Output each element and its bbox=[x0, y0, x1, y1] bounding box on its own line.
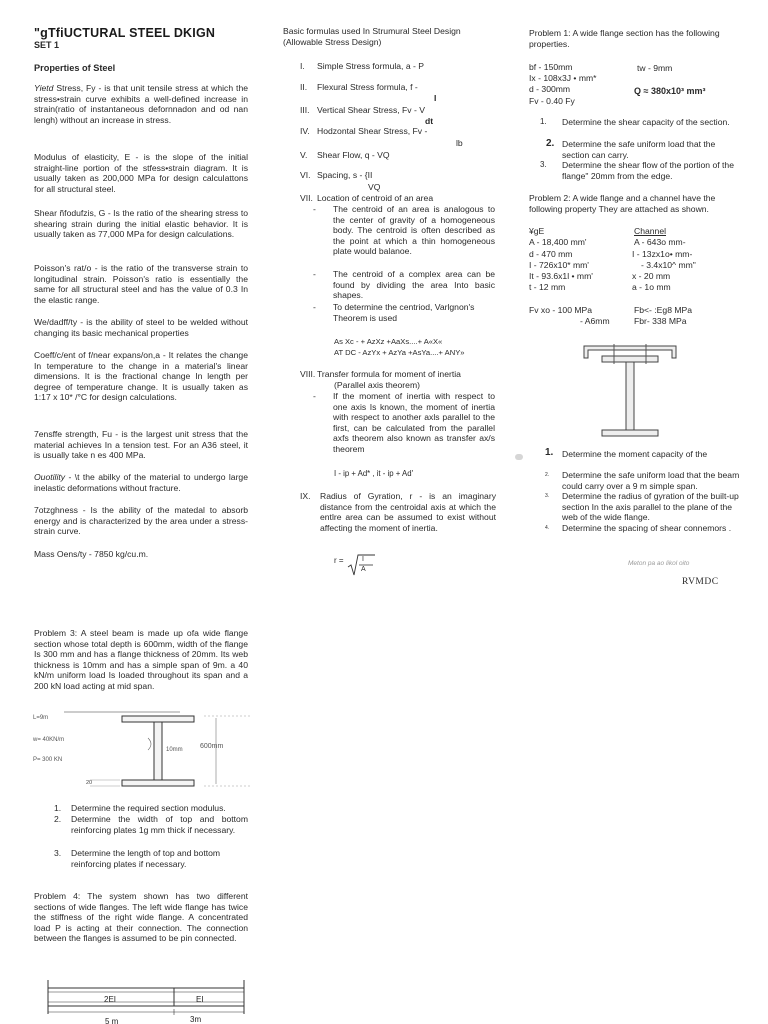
shear-modulus-definition: Shear ñfodufzis, G - Is the ratio of the shearing stress to shearing strain during the initial elastic behavior. It is usually taken as 77,000 MPa for design calculations. bbox=[34, 208, 248, 240]
formula-item bbox=[300, 82, 500, 93]
item-text: Determine the safe uniform load that the beam could carry over a 9 m simple span. bbox=[562, 470, 740, 491]
item-number: 1. bbox=[54, 803, 62, 813]
formula-denominator: I bbox=[434, 93, 437, 103]
parallel-axis-equation: I - ip + Ad* , it - ip + Ad' bbox=[334, 469, 414, 478]
ductility-definition bbox=[34, 472, 248, 493]
fraction-denominator: A bbox=[361, 566, 366, 573]
toughness-definition: 7otzghness - Is the ability of the matedal to absorb energy and is characterized by the area under a stress-strain curve. bbox=[34, 505, 248, 537]
radius-symbol: r = bbox=[334, 556, 344, 565]
list-item bbox=[540, 523, 740, 534]
span-label: L=9m bbox=[33, 715, 49, 721]
property-line: x - 20 mm bbox=[632, 271, 671, 281]
handwritten-note: Meton pa ao likol oito bbox=[628, 560, 690, 567]
bullet-text: The centroid of a complex area can be found by dividing the area Into basic shapes. bbox=[333, 269, 495, 301]
property-line: Ix - 108x3J • mm* bbox=[529, 73, 597, 83]
point-load-label: P= 300 KN bbox=[33, 757, 63, 763]
list-item bbox=[54, 848, 248, 869]
list-item bbox=[540, 449, 740, 460]
property-line: I - 726x10* mm' bbox=[529, 260, 589, 270]
property-line: Fv - 0.40 Fy bbox=[529, 96, 575, 106]
section-heading: Properties of Steel bbox=[34, 63, 116, 73]
property-line: - 3.4x10^ mm" bbox=[641, 260, 696, 270]
formula-denominator: VQ bbox=[368, 182, 381, 192]
definition-text: Stress, Fy - is that unit tensile stress at which the stress•strain curve exhibits a well-defined increase in strain(ratio of instantaneous defornnadon and od nan lengh) without an increase in stress. bbox=[34, 83, 248, 125]
item-text: Determine the moment capacity of the bbox=[562, 449, 708, 459]
table-header-channel: Channel bbox=[634, 226, 667, 236]
problem-2-heading: Problem 2: A wide flange and a channel have the following property They are attached as shown. bbox=[529, 193, 716, 214]
item-text: Spacing, s - {II bbox=[317, 170, 373, 180]
tensile-strength-definition: 7ensffe strength, Fu - is the largest unit stress that the material achieves In a tension test. For an A36 steel, it is usually take n es 400 MPa. bbox=[34, 429, 248, 461]
item-number: VIII. bbox=[300, 369, 316, 379]
item-number: 3. bbox=[54, 848, 62, 858]
poisson-ratio-definition: Poisson's rat/o - is the ratio of the transverse strain to longitudinal strain. Poisson's ratio is essentially the same for all structural steel and has the value of 0.3 In the elastic range. bbox=[34, 263, 248, 305]
property-line: bf - 150mm bbox=[529, 62, 573, 72]
property-line: Q ≈ 380x10³ mm³ bbox=[634, 86, 706, 96]
problem-3-beam-diagram bbox=[30, 708, 252, 800]
property-line: d - 300mm bbox=[529, 84, 571, 94]
list-item bbox=[54, 814, 248, 835]
thermal-expansion-definition: Coeff/c/ent of f/near expans/on,a - It relates the change In temperature to the change in a material's linear dimensions. It is the fractional change In length per degree of temperature change. It is usually taken as 1:17 x 10* /°C for design calculations. bbox=[34, 350, 248, 403]
problem-4-frame-diagram bbox=[44, 978, 248, 1024]
left-stiffness-label: 2EI bbox=[104, 995, 117, 1004]
list-item bbox=[540, 139, 740, 160]
item-text: Radius of Gyration, r - is an imaginary distance from the centroidal axis at which the entlre area can be assumed to exist without affecting the moment of inertia. bbox=[320, 491, 496, 533]
item-number: V. bbox=[300, 150, 308, 160]
formula-item bbox=[300, 193, 500, 204]
definition-text: - \t the abilky of the material to undergo large inelastic deformations without fracture. bbox=[34, 472, 248, 493]
author-signature: RVMDC bbox=[682, 577, 719, 587]
item-number: IX. bbox=[300, 491, 311, 501]
item-number: 3. bbox=[545, 493, 550, 499]
property-line: d - 470 mm bbox=[529, 249, 573, 259]
problem-3-text: Problem 3: A steel beam is made up ofa wide flange section whose total depth is 600mm, width of the flange Is 300 mm and has a flange thickness of 20mm. Its web thickness is 10mm and has a simple span of 9m. a 40 kN/m uniform load Is loaded throughout its span and a 200 kN load acting at mid span. bbox=[34, 628, 248, 691]
property-line: I - 13zx1o• mm- bbox=[632, 249, 693, 259]
formula-item bbox=[300, 61, 500, 72]
item-number: 2. bbox=[54, 814, 62, 824]
bullet-item: - To determine the centriod, Varlgnon's Theorem is used bbox=[313, 302, 495, 323]
item-number: 2. bbox=[545, 472, 550, 478]
bullet-item: - The centroid of a complex area can be found by dividing the area Into basic shapes. bbox=[313, 269, 495, 301]
list-item bbox=[540, 160, 740, 181]
item-text: Determine the length of top and bottom reinforcing plates if necessary. bbox=[71, 848, 221, 869]
property-line: Fv xo - 100 MPa bbox=[529, 305, 593, 315]
problem-1-heading: Problem 1: A wide flange section has the following properties. bbox=[529, 28, 720, 49]
weldability-definition: We/dadff/ty - is the ability of steel to be welded without changing its basic mechanical properties bbox=[34, 317, 248, 338]
formula-item bbox=[300, 105, 500, 116]
property-line: - A6mm bbox=[580, 316, 610, 326]
bullet-item: - The centroid of an area is analogous to the center of gravity of a homogeneous body. The centroid is often described as the point at which a thin homogeneous plate would balanoe. bbox=[313, 204, 495, 257]
list-item bbox=[540, 491, 740, 523]
property-line: It - 93.6x1l • mm' bbox=[529, 271, 593, 281]
formula-item bbox=[300, 170, 500, 181]
list-item bbox=[540, 470, 740, 491]
property-line: a - 1o mm bbox=[632, 282, 671, 292]
formula-denominator: lb bbox=[456, 138, 463, 148]
flange-thickness-label: 20 bbox=[86, 780, 93, 786]
varignon-equation-x: As Xc - + AzXz +AaXs....+ A«X« bbox=[334, 337, 443, 346]
item-number: IV. bbox=[300, 126, 310, 136]
list-item bbox=[540, 117, 740, 128]
formula-item bbox=[300, 126, 500, 137]
left-length-label: 5 m bbox=[105, 1017, 119, 1024]
load-label: w= 40KN/m bbox=[33, 737, 65, 743]
item-text: Determine the required section modulus. bbox=[71, 803, 226, 813]
formula-denominator: dt bbox=[425, 116, 434, 126]
right-stiffness-label: EI bbox=[196, 995, 204, 1004]
right-length-label: 3m bbox=[190, 1015, 202, 1024]
item-number: III. bbox=[300, 105, 310, 115]
bullet-text: To determine the centriod, Varlgnon's Theorem is used bbox=[333, 302, 475, 323]
property-line: t - 12 mm bbox=[529, 282, 566, 292]
set-label: SET 1 bbox=[34, 40, 60, 50]
item-number: 3. bbox=[540, 160, 547, 169]
term: Ouotility bbox=[34, 472, 66, 482]
formula-item bbox=[300, 150, 500, 161]
formulas-heading: Basic formulas used In Strumural Steel Design (Allowable Stress Design) bbox=[283, 26, 461, 47]
item-text: Shear Flow, q - VQ bbox=[317, 150, 390, 160]
item-text: Location of centroid of an area bbox=[317, 193, 434, 203]
item-text: Determine the spacing of shear connemors . bbox=[562, 523, 732, 533]
problem-4-text: Problem 4: The system shown has two different sections of wide flanges. The left wide flange has twice the stiffness of the right wide flange. A concentrated load P is acting at their connection. The connection between the flanges is assumed to be pin connected. bbox=[34, 891, 248, 944]
item-number: VI. bbox=[300, 170, 311, 180]
formula-item bbox=[300, 369, 500, 380]
item-text: Determine the shear capacity of the section. bbox=[562, 117, 730, 127]
depth-label: 600mm bbox=[200, 743, 224, 750]
item-text: Determine the width of top and bottom reinforcing plates 1g mm thick if necessary. bbox=[71, 814, 248, 835]
item-number: 1. bbox=[540, 117, 547, 126]
item-text: Transfer formula for moment of inertia bbox=[317, 369, 461, 379]
smudge-mark bbox=[515, 454, 523, 460]
varignon-equation-y: AT DC - AzYx + AzYa +AsYa....+ ANY» bbox=[334, 348, 465, 357]
property-line: Fb<- :Eg8 MPa bbox=[634, 305, 693, 315]
item-text: Vertical Shear Stress, Fv - V bbox=[317, 105, 425, 115]
document-title: "gTfiUCTURAL STEEL DKIGN bbox=[34, 26, 216, 40]
property-line: A - 18,400 mm' bbox=[529, 237, 587, 247]
item-text: Hodzontal Shear Stress, Fv - bbox=[317, 126, 428, 136]
item-number: 2. bbox=[546, 138, 555, 149]
bullet-text: If the moment of inertia with respect to one axis Is known, the moment of inertia with respect to another axls parallel to the first, can be calculated from the parallel axfs theorem also known as transfer ax/s theorem bbox=[333, 391, 495, 454]
item-number: 1. bbox=[545, 447, 554, 458]
yield-stress-definition bbox=[34, 83, 248, 125]
item-number: I. bbox=[300, 61, 305, 71]
bullet-item: - If the moment of inertia with respect to one axis Is known, the moment of inertia with respect to another axls parallel to the first, can be calculated from the parallel axfs theorem also known as transfer ax/s theorem bbox=[313, 391, 495, 454]
item-number: 4. bbox=[545, 525, 550, 531]
fraction-numerator: I bbox=[362, 556, 364, 563]
item-number: VII. bbox=[300, 193, 313, 203]
web-thickness-label: 10mm bbox=[166, 747, 183, 753]
mass-density-definition: Mass Oens/ty - 7850 kg/cu.m. bbox=[34, 549, 149, 559]
formula-item bbox=[300, 491, 496, 533]
item-text: Determine the radius of gyration of the built-up section In the axis parallel to the plane of the web of the wide flange. bbox=[562, 491, 739, 523]
property-line: Fbr- 338 MPa bbox=[634, 316, 687, 326]
item-number: II. bbox=[300, 82, 308, 92]
bullet-text: The centroid of an area is analogous to the center of gravity of a homogeneous body. The centroid is often described as the point at which a thin homogeneous plate would balanoe. bbox=[333, 204, 495, 257]
item-text: Determine the safe uniform load that the section can carry. bbox=[562, 139, 716, 160]
item-text: Flexural Stress formula, f - bbox=[317, 82, 418, 92]
item-text: Determine the shear flow of the portion of the flange" 20mm from the edge. bbox=[562, 160, 734, 181]
modulus-elasticity-definition: Modulus of elasticity, E - is the slope of the initial straight-line portion of the stfess•strain diagram. It is usually taken as 200,000 MPa for design calculattons for all structural steel. bbox=[34, 152, 248, 194]
item-subtitle: (Parallel axis theorem) bbox=[334, 380, 420, 390]
item-text: Simple Stress formula, a - P bbox=[317, 61, 424, 71]
property-line: A - 643o mm- bbox=[634, 237, 686, 247]
table-header-wide-flange: ¥gE bbox=[529, 226, 545, 236]
built-up-section-diagram bbox=[580, 340, 680, 440]
term: Yietd bbox=[34, 83, 54, 93]
list-item bbox=[54, 803, 248, 814]
property-line: tw - 9mm bbox=[637, 63, 673, 73]
